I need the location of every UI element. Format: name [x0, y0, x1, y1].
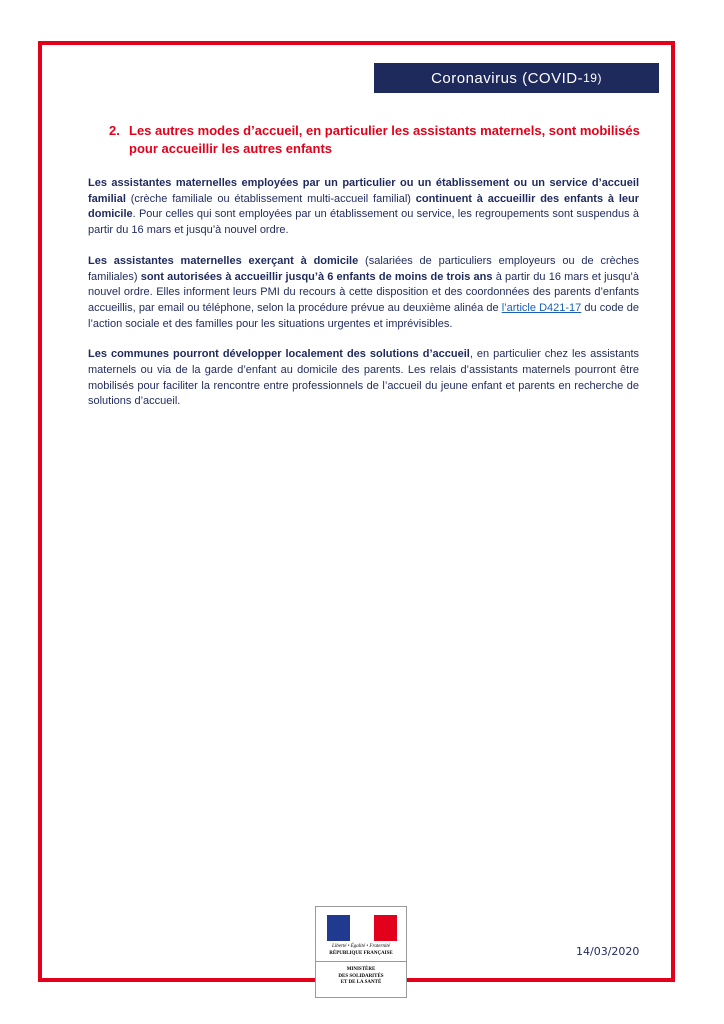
p2-bold-1: Les assistantes maternelles exerçant à domicile [88, 254, 359, 267]
paragraph-1 [88, 176, 639, 239]
p2-text-2: à partir du 16 mars et jusqu’à nouvel ordre. Elles informent leurs PMI du recours à cette disposition et des coordonnées des parents d’enfants accueillis, par email ou téléphone, selon la procédure prévue au deuxième alinéa de [88, 270, 639, 314]
ministry-logo [315, 906, 407, 998]
main-content [88, 176, 639, 425]
logo-divider [316, 961, 406, 962]
logo-ministere: MINISTÈRE DES SOLIDARITÉS ET DE LA SANTÉ [338, 967, 384, 985]
header-banner [374, 63, 659, 93]
logo-devise: Liberté • Égalité • Fraternité [332, 944, 390, 949]
logo-republique: RÉPUBLIQUE FRANÇAISE [329, 951, 393, 956]
p1-bold-2: continuent à accueillir des enfants à leur domicile [88, 192, 640, 221]
p3-text-1: , en particulier chez les assistants maternels ou via de la garde d’enfant au domicile des parents. Les relais d’assistants maternels pourront être mobilisés pour faciliter la rencontre entre professionnels de l’accueil du jeune enfant et parents en recherche de solutions d’accueil. [88, 348, 639, 408]
p1-bold-1: Les assistantes maternelles employées par un particulier ou un établissement ou un service d’accueil familial [88, 177, 639, 205]
paragraph-2 [88, 254, 639, 333]
marianne-flag-icon [327, 915, 397, 941]
p2-text-1: (salariées de particuliers employeurs ou de crèches familiales) [88, 254, 639, 283]
p1-text-2: . Pour celles qui sont employées par un établissement ou service, les regroupements sont suspendus à partir du 16 mars et jusqu’à nouvel ordre. [88, 208, 639, 237]
p3-bold-1: Les communes pourront développer localement des solutions d’accueil [88, 348, 470, 361]
section-number: 2. [109, 123, 120, 138]
header-title: Coronavirus (COVID- [431, 69, 584, 87]
article-link[interactable]: l’article D421-17 [501, 301, 582, 314]
p1-text-1: (crèche familiale ou établissement multi-accueil familial) [125, 192, 416, 205]
paragraph-3 [88, 347, 639, 410]
document-date: 14/03/2020 [576, 945, 640, 958]
section-title: Les autres modes d’accueil, en particulier les assistants maternels, sont mobilisés pour accueillir les autres enfants [129, 123, 640, 156]
header-title-suffix: 19) [583, 71, 602, 85]
p2-bold-2: sont autorisées à accueillir jusqu’à 6 enfants de moins de trois ans [140, 270, 493, 283]
section-heading [109, 122, 644, 158]
p2-text-3: du code de l’action sociale et des familles pour les situations urgentes et imprévisibles. [88, 301, 640, 330]
